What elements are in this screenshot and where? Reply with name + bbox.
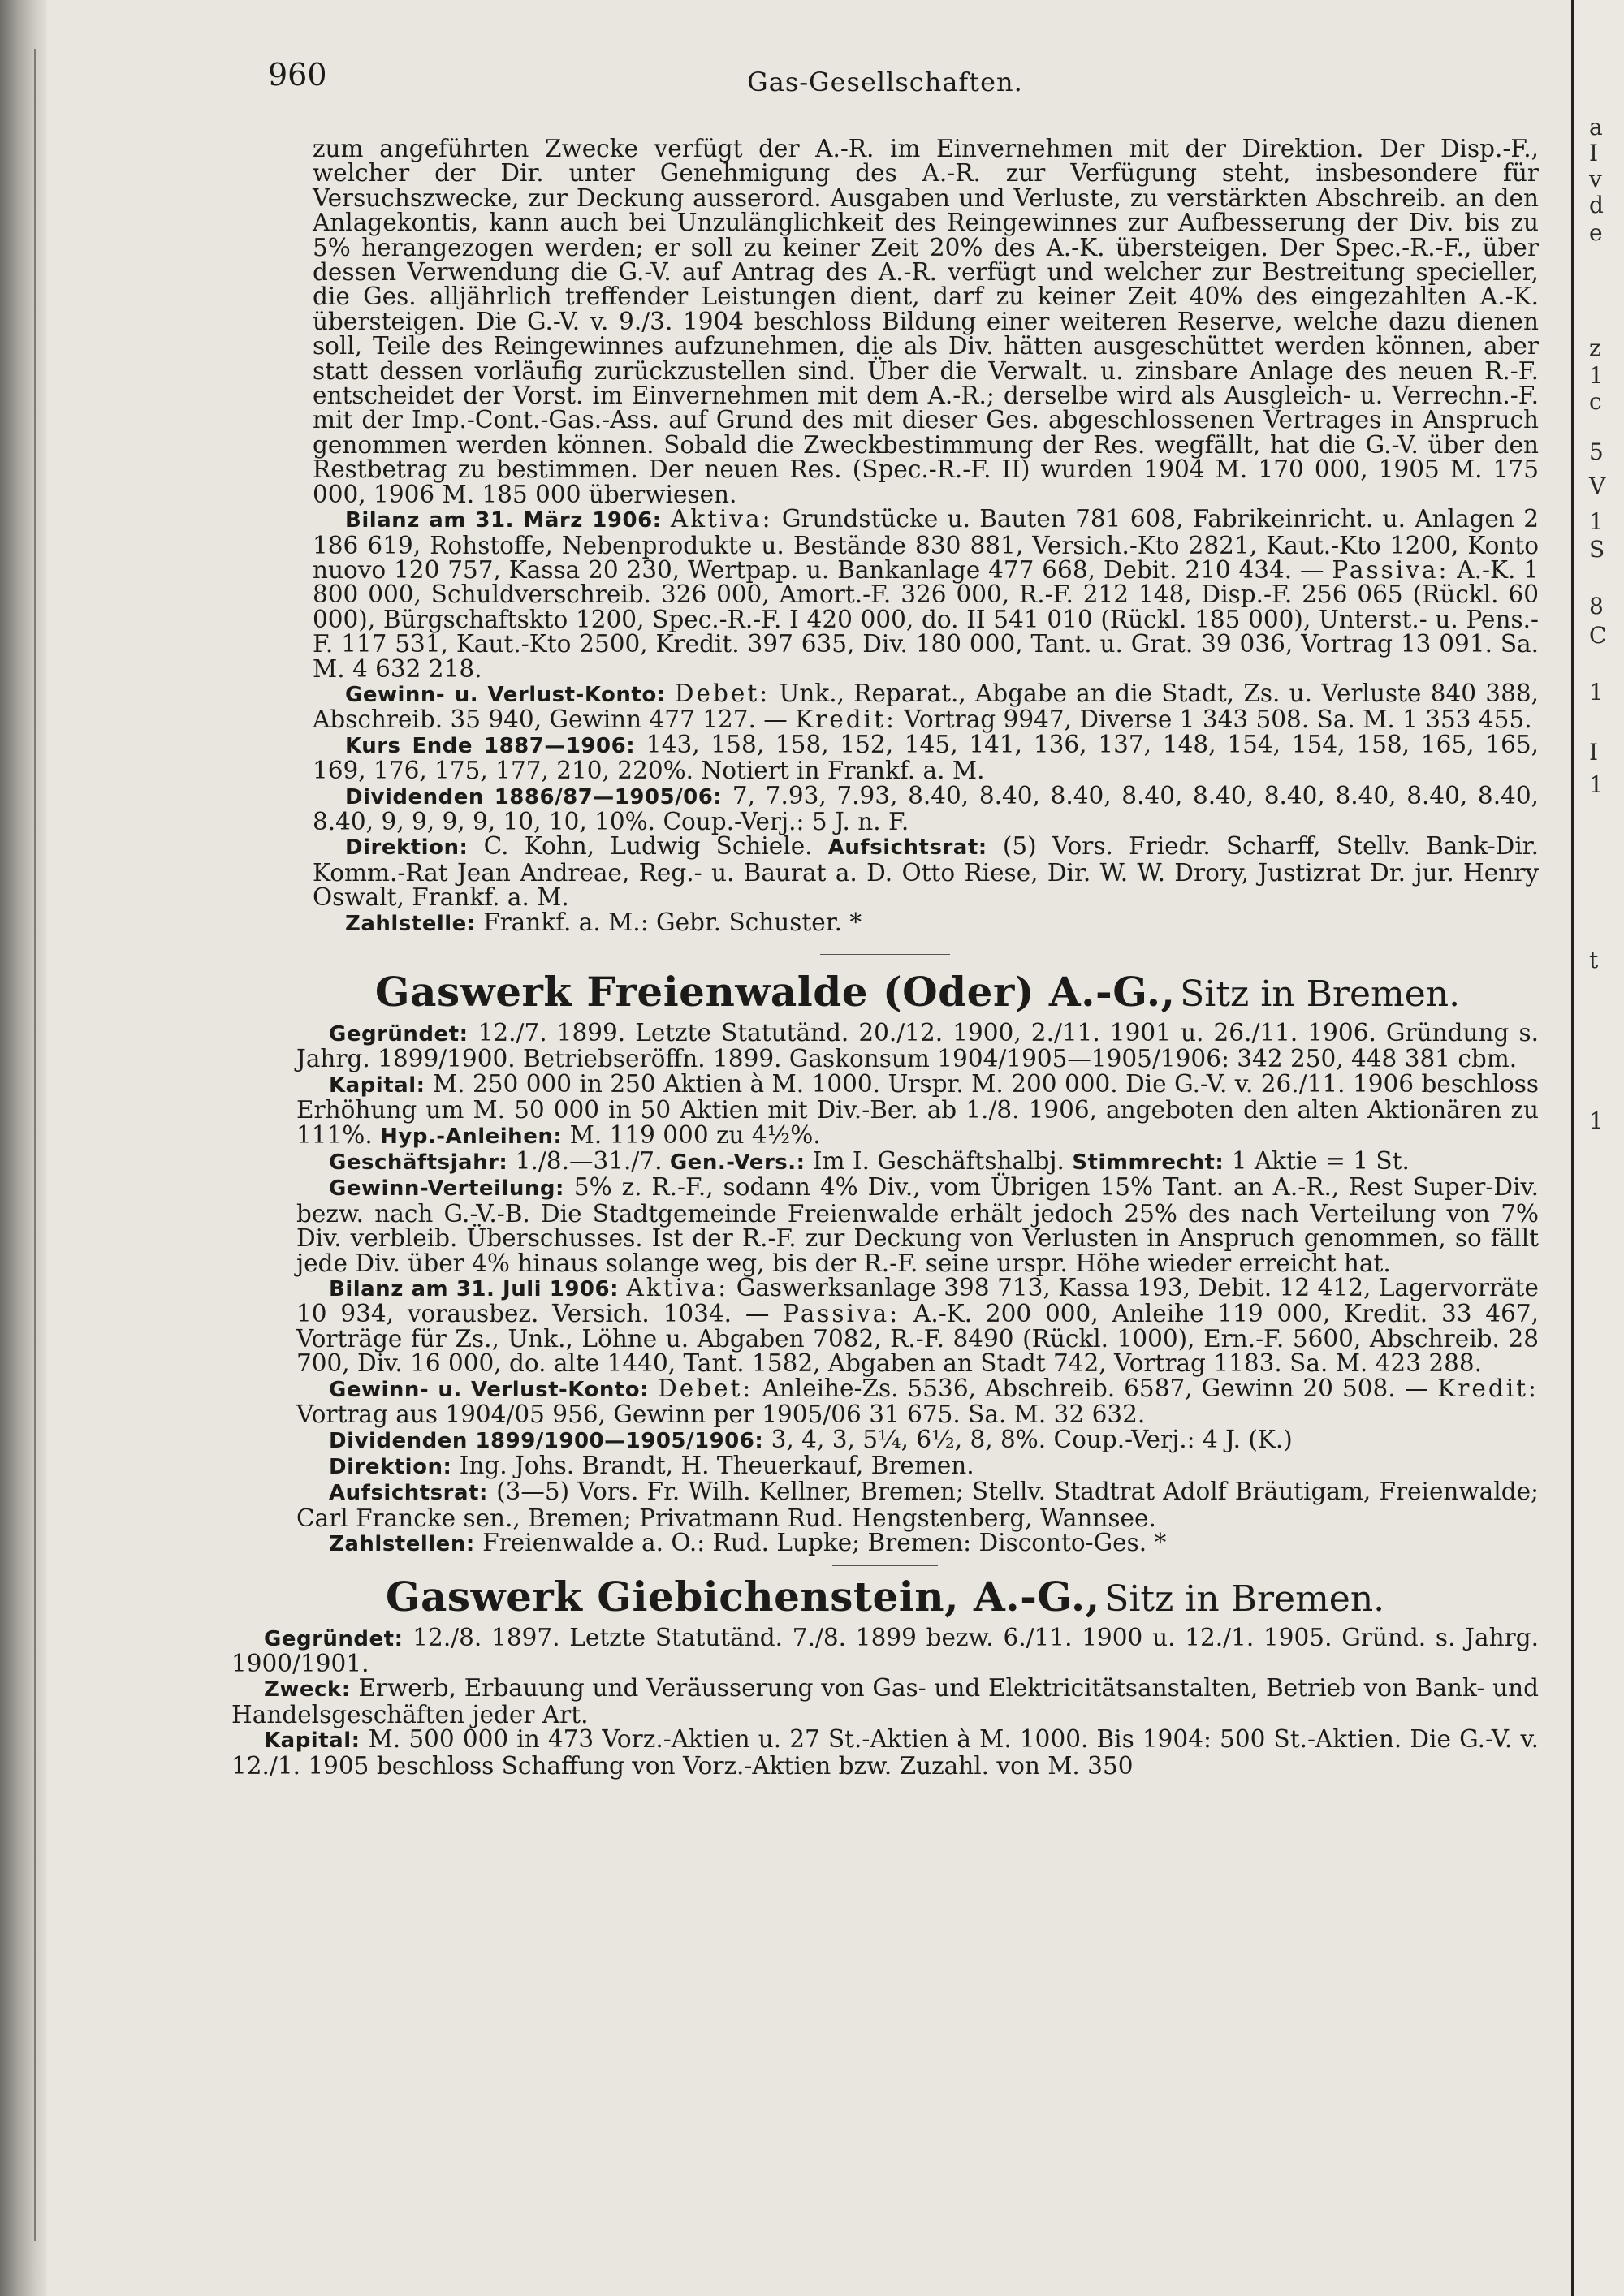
edge-fragment: I — [1589, 140, 1599, 166]
gewinnverteilung-paragraph — [296, 1175, 1539, 1275]
company-giebichenstein — [231, 1573, 1539, 1778]
section-intro — [231, 136, 1539, 936]
aufsichtsrat-label: Aufsichtsrat: — [827, 835, 987, 861]
zweck-paragraph — [231, 1676, 1539, 1727]
company-name: Gaswerk Freienwalde (Oder) A.-G., — [374, 968, 1176, 1016]
gewinnverteilung-label: Gewinn-Verteilung: — [329, 1176, 564, 1202]
kapital-text: M. 250 000 in 250 Aktien à M. 1000. Urspr. M. 200 000. Die G.-V. v. 26./11. 1906 beschloss Erhöhung um M. 50 000 in 50 Aktien mit Div.-Ber. ab 1./8. 1906, angeboten den alten Aktionären zu 111%. — [296, 1069, 1539, 1149]
direktion-paragraph — [296, 1453, 1539, 1479]
adjacent-page-edge — [1571, 0, 1624, 2296]
direktion-label: Direktion: — [329, 1454, 452, 1479]
guv-paragraph — [296, 1376, 1539, 1427]
company-seat: Sitz in Bremen. — [1180, 973, 1461, 1015]
page-edge-rule — [1571, 0, 1574, 2296]
running-title: Gas-Gesellschaften. — [747, 67, 1023, 97]
edge-fragment: 1 — [1589, 771, 1604, 798]
aktiva-label: Aktiva: — [626, 1274, 729, 1302]
direktion-paragraph — [313, 832, 1539, 912]
guv-label: Gewinn- u. Verlust-Konto: — [345, 682, 666, 707]
kapital-label: Kapital: — [329, 1072, 425, 1098]
bilanz-paragraph — [296, 1275, 1539, 1376]
passiva-text: A.-K. 1 800 000, Schuldverschreib. 326 000, Amort.-F. 326 000, R.-F. 212 148, Disp.-F. 256 065 (Rückl. 60 000), Bürgschaftskto 1200, Spec.-R.-F. I 420 000, do. II 541 010 (Rückl. 185 000), Unterst.- u. Pens.-F. 117 531, Kaut.-Kto 2500, Kredit. 397 635, Div. 180 000, Tant. u. Grat. 39 036, Vortrag 13 091. Sa. M. 4 632 218. — [313, 555, 1539, 683]
edge-fragment: v — [1589, 166, 1602, 192]
zahlstelle-paragraph — [313, 910, 1539, 936]
kapital-label: Kapital: — [264, 1728, 361, 1754]
gj-text: 1./8.—31./7. — [515, 1147, 663, 1176]
bilanz-label: Bilanz am 31. März 1906: — [345, 508, 662, 533]
edge-fragment: d — [1589, 192, 1604, 218]
page-header — [231, 57, 1539, 107]
dividenden-label: Dividenden 1886/87—1905/06: — [345, 784, 723, 809]
kredit-text: Vortrag aus 1904/05 956, Gewinn per 1905/06 31 675. Sa. M. 32 632. — [296, 1400, 1146, 1429]
kapital-paragraph — [231, 1727, 1539, 1778]
company-heading — [296, 968, 1539, 1016]
spine-gutter-line — [34, 49, 36, 2241]
gv-text: Im I. Geschäftshalbj. — [812, 1147, 1065, 1176]
aktiva-text: Gaswerksanlage 398 713, Kassa 193, Debit. 12 412, Lagervorräte 10 934, vorausbez. Versich. 1034. — — [296, 1274, 1539, 1328]
edge-fragment: z — [1589, 334, 1601, 361]
gegruendet-text: 12./8. 1897. Letzte Statutänd. 7./8. 1899 bezw. 6./11. 1900 u. 12./1. 1905. Gründ. s. Jahrg. 1900/1901. — [231, 1623, 1539, 1677]
stimmrecht-label: Stimmrecht: — [1072, 1150, 1224, 1176]
dividenden-paragraph — [296, 1427, 1539, 1453]
company-heading — [231, 1573, 1539, 1621]
dividenden-paragraph — [313, 783, 1539, 835]
kredit-text: Vortrag 9947, Diverse 1 343 508. Sa. M. 1 353 455. — [904, 706, 1532, 734]
passiva-text: A.-K. 200 000, Anleihe 119 000, Kredit. 33 467, Vorträge für Zs., Unk., Löhne u. Abgaben 7082, R.-F. 8490 (Rückl. 1000), Ern.-F. 5600, Abschreib. 28 700, Div. 16 000, do. alte 1440, Tant. 1582, Abgaben an Stadt 742, Vortrag 1183. Sa. M. 423 288. — [296, 1300, 1539, 1378]
aufsichtsrat-paragraph — [296, 1479, 1539, 1530]
dividenden-text: 3, 4, 3, 5¼, 6½, 8, 8%. Coup.-Verj.: 4 J. (K.) — [771, 1425, 1293, 1453]
edge-fragment: t — [1589, 947, 1599, 973]
edge-fragment: c — [1589, 388, 1602, 415]
page-content — [231, 57, 1539, 1778]
bilanz-label: Bilanz am 31. Juli 1906: — [329, 1277, 619, 1302]
debet-text: Anleihe-Zs. 5536, Abschreib. 6587, Gewinn 20 508. — — [762, 1374, 1429, 1402]
zahlstellen-paragraph — [296, 1530, 1539, 1556]
edge-fragment: 8 — [1589, 593, 1604, 619]
passiva-label: Passiva: — [1332, 555, 1449, 584]
passiva-label: Passiva: — [783, 1300, 901, 1328]
edge-fragment: 1 — [1589, 362, 1604, 389]
kurs-text: 143, 158, 158, 152, 145, 141, 136, 137, 148, 154, 154, 158, 165, 165, 169, 176, 175, 177, 210, 220%. Notiert in Frankf. a. M. — [313, 730, 1539, 785]
kurs-label: Kurs Ende 1887—1906: — [345, 733, 636, 758]
debet-label: Debet: — [674, 679, 771, 707]
gj-label: Geschäftsjahr: — [329, 1150, 508, 1176]
zweck-text: Erwerb, Erbauung und Veräusserung von Gas- und Elektricitätsanstalten, Betrieb von Bank- und Handelsgeschäften jeder Art. — [231, 1674, 1539, 1728]
aufsichtsrat-text: (5) Vors. Friedr. Scharff, Stellv. Bank-Dir. Komm.-Rat Jean Andreae, Reg.- u. Baurat a. D. Otto Riese, Dir. W. W. Drory, Justizrat Dr. jur. Henry Oswalt, Frankf. a. M. — [313, 832, 1539, 912]
company-name: Gaswerk Giebichenstein, A.-G., — [385, 1572, 1100, 1621]
book-spine-shadow — [0, 0, 47, 2296]
hyp-text: M. 119 000 zu 4½%. — [569, 1120, 821, 1149]
hyp-label: Hyp.-Anleihen: — [380, 1124, 563, 1149]
edge-fragment: S — [1589, 536, 1605, 563]
section-divider — [832, 1565, 938, 1566]
kredit-label: Kredit: — [1437, 1374, 1539, 1402]
gegruendet-text: 12./7. 1899. Letzte Statutänd. 20./12. 1900, 2./11. 1901 u. 26./11. 1906. Gründung s. Jahrg. 1899/1900. Betriebseröffn. 1899. Gaskonsum 1904/1905—1905/1906: 342 250, 448 381 cbm. — [296, 1019, 1539, 1073]
dividenden-text: 7, 7.93, 7.93, 8.40, 8.40, 8.40, 8.40, 8.40, 8.40, 8.40, 8.40, 8.40, 8.40, 9, 9, 9, 9, 10, 10, 10%. Coup.-Verj.: 5 J. n. F. — [313, 781, 1539, 835]
gegruendet-label: Gegründet: — [329, 1022, 469, 1047]
zahlstellen-label: Zahlstellen: — [329, 1532, 475, 1557]
page-number: 960 — [268, 57, 327, 93]
aktiva-label: Aktiva: — [670, 505, 773, 533]
aufsichtsrat-label: Aufsichtsrat: — [329, 1481, 488, 1506]
gegruendet-label: Gegründet: — [264, 1626, 404, 1651]
direktion-label: Direktion: — [345, 835, 469, 861]
zahlstelle-text: Frankf. a. M.: Gebr. Schuster. * — [483, 908, 862, 936]
stimmrecht-text: 1 Aktie = 1 St. — [1231, 1147, 1410, 1176]
edge-fragment: C — [1589, 622, 1607, 649]
section-divider — [820, 954, 950, 955]
debet-label: Debet: — [658, 1374, 754, 1402]
zahlstellen-text: Freienwalde a. O.: Rud. Lupke; Bremen: Disconto-Ges. * — [482, 1529, 1167, 1557]
edge-fragment: a — [1589, 114, 1603, 140]
gegruendet-paragraph — [296, 1021, 1539, 1072]
company-freienwalde — [231, 968, 1539, 1557]
direktion-text: C. Kohn, Ludwig Schiele. — [483, 832, 813, 861]
gewinnverteilung-text: 5% z. R.-F., sodann 4% Div., vom Übrigen 15% Tant. an A.-R., Rest Super-Div. bezw. nach G.-V.-B. Die Stadtgemeinde Freienwalde erhält jedoch 25% des nach Verteilung von 7% Div. verbleib. Überschusses. Ist der R.-F. zur Deckung von Verlusten in Anspruch genommen, so fällt jede Div. über 4% hinaus solange weg, bis der R.-F. seine urspr. Höhe wieder erreicht hat. — [296, 1173, 1539, 1277]
kredit-label: Kredit: — [795, 706, 896, 734]
gv-label: Gen.-Vers.: — [669, 1150, 806, 1176]
edge-fragment: 5 — [1589, 438, 1604, 465]
kapital-text: M. 500 000 in 473 Vorz.-Aktien u. 27 St.-Aktien à M. 1000. Bis 1904: 500 St.-Aktien. Die G.-V. v. 12./1. 1905 beschloss Schaffung von Vorz.-Aktien bzw. Zuzahl. von M. 350 — [231, 1725, 1539, 1780]
guv-label: Gewinn- u. Verlust-Konto: — [329, 1377, 650, 1402]
aktiva-text: Grundstücke u. Bauten 781 608, Fabrikeinricht. u. Anlagen 2 186 619, Rohstoffe, Nebenprodukte u. Bestände 830 881, Versich.-Kto 2821, Kaut.-Kto 1200, Konto nuovo 120 757, Kassa 20 230, Wertpap. u. Bankanlage 477 668, Debit. 210 434. — — [313, 505, 1539, 584]
edge-fragment: 1 — [1589, 1107, 1604, 1134]
reserve-fund-paragraph: zum angeführten Zwecke verfügt der A.-R. im Einvernehmen mit der Direktion. Der Disp.-F., welcher der Dir. unter Genehmigung des A.-R. zur Verfügung steht, insbesondere für Versuchszwecke, zur Deckung ausserord. Ausgaben und Verluste, zu verstärkten Abschreib. an den Anlagekontis, kann auch bei Unzulänglichkeit des Reingewinnes zur Aufbesserung der Div. bis zu 5% herangezogen werden; er soll zu keiner Zeit 20% des A.-K. übersteigen. Der Spec.-R.-F., über dessen Verwendung die G.-V. auf Antrag des A.-R. verfügt und welcher zur Bestreitung specieller, die Ges. alljährlich treffender Leistungen dient, darf zu keiner Zeit 40% des eingezahlten A.-K. übersteigen. Die G.-V. v. 9./3. 1904 beschloss Bildung einer weiteren Reserve, welche dazu dienen soll, Teile des Reingewinnes aufzunehmen, die als Div. hätten ausgeschüttet werden können, aber statt dessen vorläufig zurückzustellen sind. Über die Verwalt. u. zinsbare Anlage des neuen R.-F. entscheidet der Vorst. im Einvernehmen mit dem A.-R.; derselbe wird als Ausgleich- u. Verrechn.-F. mit der Imp.-Cont.-Gas.-Ass. auf Grund des mit dieser Ges. abgeschlossenen Vertrages in Anspruch genommen werden können. Sobald die Zweckbestimmung der Res. wegfällt, hat die G.-V. über den Restbetrag zu bestimmen. Der neuen Res. (Spec.-R.-F. II) wurden 1904 M. 170 000, 1905 M. 175 000, 1906 M. 185 000 überwiesen. — [313, 135, 1539, 508]
kapital-paragraph — [296, 1069, 1539, 1149]
geschaeftsjahr-paragraph — [296, 1149, 1539, 1175]
debet-text: Unk., Reparat., Abgabe an die Stadt, Zs. u. Verluste 840 388, Abschreib. 35 940, Gewinn 477 127. — — [313, 679, 1539, 734]
dividenden-label: Dividenden 1899/1900—1905/1906: — [329, 1428, 764, 1453]
bilanz-paragraph — [313, 507, 1539, 681]
edge-fragment: I — [1589, 739, 1599, 766]
zahlstelle-label: Zahlstelle: — [345, 911, 476, 936]
direktion-text: Ing. Johs. Brandt, H. Theuerkauf, Bremen. — [459, 1451, 974, 1479]
zweck-label: Zweck: — [264, 1677, 351, 1703]
company-seat: Sitz in Bremen. — [1104, 1577, 1385, 1620]
gegruendet-paragraph — [231, 1625, 1539, 1677]
edge-fragment: V — [1589, 473, 1606, 499]
edge-fragment: 1 — [1589, 679, 1604, 706]
kurs-paragraph — [313, 732, 1539, 783]
aufsichtsrat-text: (3—5) Vors. Fr. Wilh. Kellner, Bremen; Stellv. Stadtrat Adolf Bräutigam, Freienwalde; Carl Francke sen., Bremen; Privatmann Rud. Hengstenberg, Wannsee. — [296, 1478, 1539, 1532]
guv-paragraph — [313, 681, 1539, 732]
edge-fragment: e — [1589, 219, 1603, 246]
edge-fragment: 1 — [1589, 508, 1604, 535]
